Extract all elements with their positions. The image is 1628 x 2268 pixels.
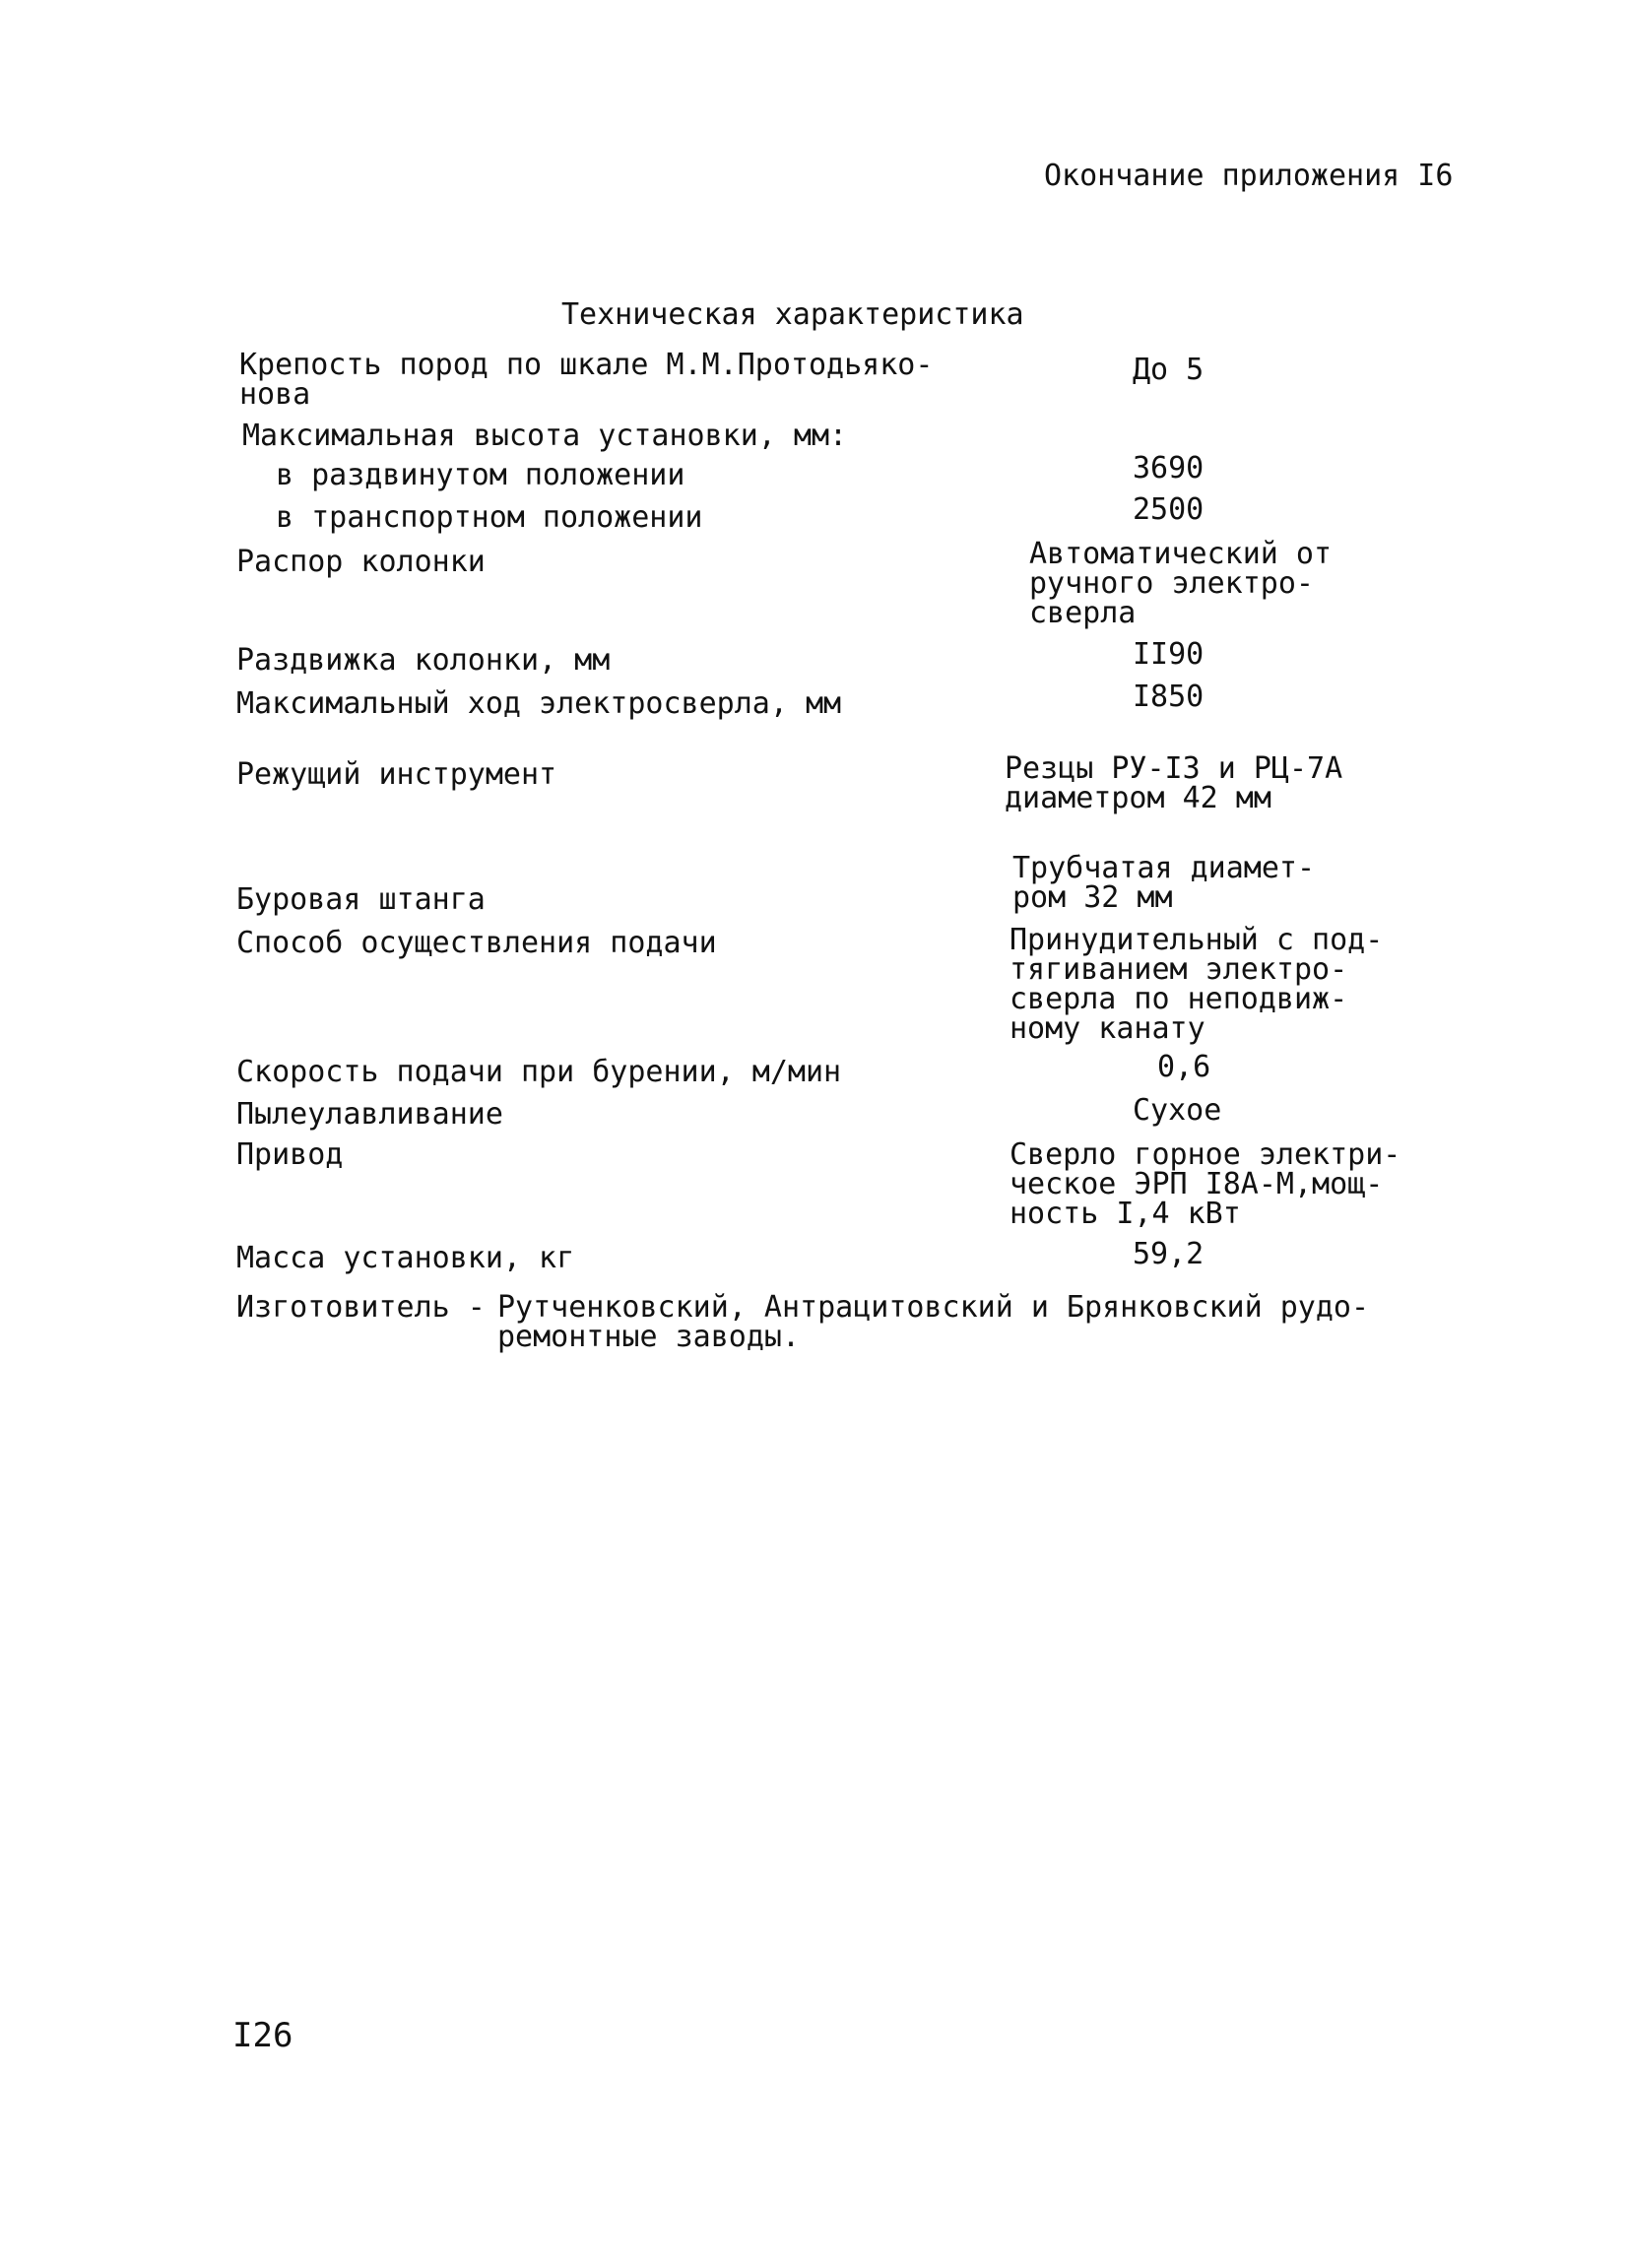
spec-row-label: Максимальная высота установки, мм: — [242, 419, 848, 453]
spec-row-value: Принудительный с под- тягиванием электро- сверла по неподвиж- ному канату — [1009, 923, 1384, 1046]
appendix-label: Окончание приложения I6 — [1044, 159, 1454, 193]
spec-row-value: II90 — [1133, 637, 1205, 672]
spec-row-value: Сверло горное электри- ческое ЭРП I8А-М,мощ- ность I,4 кВт — [1009, 1137, 1401, 1231]
spec-row-label: в транспортном положении — [276, 500, 703, 535]
spec-row-value: Сухое — [1133, 1093, 1222, 1128]
spec-row-label: Раздвижка колонки, мм — [236, 643, 611, 678]
spec-row-label: Способ осуществления подачи — [236, 926, 717, 960]
spec-row-value: 2500 — [1133, 492, 1205, 527]
spec-title: Техническая характеристика — [561, 297, 1024, 332]
spec-row-value: I850 — [1133, 680, 1205, 714]
spec-row-label: Пылеулавливание — [236, 1097, 503, 1132]
spec-row-value: 3690 — [1133, 451, 1205, 486]
spec-row-value: Резцы РУ-I3 и РЦ-7А диаметром 42 мм — [1005, 751, 1343, 815]
manufacturer-label: Изготовитель - — [236, 1290, 486, 1325]
spec-row-value: Автоматический от ручного электро- сверла — [1029, 537, 1333, 630]
spec-row-value: 59,2 — [1133, 1237, 1205, 1271]
spec-row-label: Распор колонки — [236, 545, 486, 579]
manufacturer-value: Рутченковский, Антрацитовский и Брянковский рудо- ремонтные заводы. — [497, 1290, 1370, 1354]
spec-row-label: Крепость пород по шкале М.М.Протодьяко- нова — [239, 348, 934, 412]
spec-row-label: Буровая штанга — [236, 882, 486, 917]
spec-row-label: Масса установки, кг — [236, 1241, 575, 1275]
spec-row-label: Привод — [236, 1137, 344, 1172]
spec-row-label: в раздвинутом положении — [276, 458, 685, 492]
spec-row-label: Скорость подачи при бурении, м/мин — [236, 1055, 842, 1089]
page-number: I26 — [232, 2016, 293, 2055]
spec-row-value: До 5 — [1133, 353, 1205, 387]
spec-row-label: Режущий инструмент — [236, 757, 557, 792]
spec-row-label: Максимальный ход электросверла, мм — [236, 686, 842, 721]
spec-row-value: Трубчатая диамет- ром 32 мм — [1012, 851, 1316, 915]
spec-row-value: 0,6 — [1157, 1050, 1211, 1084]
